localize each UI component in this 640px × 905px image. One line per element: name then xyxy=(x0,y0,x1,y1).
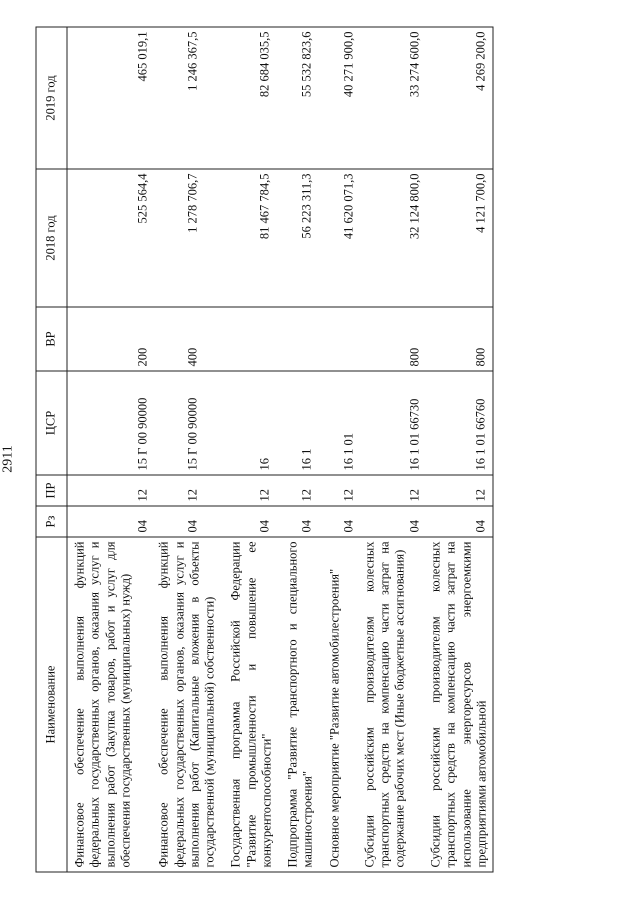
row-pr: 12 xyxy=(359,475,425,506)
budget-table xyxy=(36,27,494,873)
row-name: Субсидии российским производителям колесных транспортных средств на компенсацию части затрат на содержание рабочих мест (Иные бюджетные ассигнования) xyxy=(359,537,425,872)
row-2019: 55 532 823,6 xyxy=(283,27,325,169)
row-2018: 525 564,4 xyxy=(67,169,154,307)
table-row xyxy=(359,27,425,872)
row-rz: 04 xyxy=(226,506,283,537)
table-row xyxy=(226,27,283,872)
page-number-text: 2911 xyxy=(1,445,17,473)
row-name: Государственная программа Российской Федерации "Развитие промышленности и повышение ее конкурентоспособности" xyxy=(226,537,283,872)
table-row xyxy=(154,27,226,872)
table-row xyxy=(283,27,325,872)
row-pr: 12 xyxy=(67,475,154,506)
row-csr: 16 1 01 66760 xyxy=(426,371,494,475)
row-name: Субсидии российским производителям колесных транспортных средств на компенсацию части затрат на использование энергоресурсов энергоемкими предприятиями автомобильной xyxy=(426,537,494,872)
row-pr: 12 xyxy=(324,475,359,506)
row-2019: 1 246 367,5 xyxy=(154,27,226,169)
row-rz: 04 xyxy=(154,506,226,537)
header-pr: ПР xyxy=(36,475,67,506)
header-2018: 2018 год xyxy=(36,169,67,307)
table-row xyxy=(426,27,494,872)
header-vr: ВР xyxy=(36,307,67,371)
row-pr: 12 xyxy=(283,475,325,506)
row-csr: 15 Г 00 90000 xyxy=(154,371,226,475)
row-2019: 33 274 600,0 xyxy=(359,27,425,169)
row-2019: 465 019,1 xyxy=(67,27,154,169)
row-name: Подпрограмма "Развитие транспортного и специального машиностроения" xyxy=(283,537,325,872)
table-header-row xyxy=(36,27,67,872)
row-rz: 04 xyxy=(283,506,325,537)
row-2018: 41 620 071,3 xyxy=(324,169,359,307)
row-rz: 04 xyxy=(324,506,359,537)
row-2018: 32 124 800,0 xyxy=(359,169,425,307)
header-name: Наименование xyxy=(36,537,67,872)
row-vr: 800 xyxy=(426,307,494,371)
row-2018: 1 278 706,7 xyxy=(154,169,226,307)
row-2019: 82 684 035,5 xyxy=(226,27,283,169)
budget-table-container xyxy=(36,28,556,873)
row-name: Финансовое обеспечение выполнения функций федеральных государственных органов, оказания услуг и выполнения работ (Закупка товаров, работ и услуг для обеспечения государственных (муниципальных) нужд) xyxy=(67,537,154,872)
row-vr xyxy=(226,307,283,371)
row-name: Основное мероприятие "Развитие автомобилестроения" xyxy=(324,537,359,872)
row-vr xyxy=(283,307,325,371)
header-2019: 2019 год xyxy=(36,27,67,169)
header-csr: ЦСР xyxy=(36,371,67,475)
row-pr: 12 xyxy=(154,475,226,506)
row-pr: 12 xyxy=(226,475,283,506)
header-rz: Рз xyxy=(36,506,67,537)
row-csr: 15 Г 00 90000 xyxy=(67,371,154,475)
row-vr: 800 xyxy=(359,307,425,371)
row-2018: 4 121 700,0 xyxy=(426,169,494,307)
row-csr: 16 1 01 66730 xyxy=(359,371,425,475)
row-csr: 16 1 01 xyxy=(324,371,359,475)
row-name: Финансовое обеспечение выполнения функций федеральных государственных органов, оказания услуг и выполнения работ (Капитальные вложения в объекты государственной (муниципальной) собственности) xyxy=(154,537,226,872)
row-rz: 04 xyxy=(426,506,494,537)
row-vr: 200 xyxy=(67,307,154,371)
table-row xyxy=(67,27,154,872)
row-csr: 16 1 xyxy=(283,371,325,475)
row-2019: 40 271 900,0 xyxy=(324,27,359,169)
row-2019: 4 269 200,0 xyxy=(426,27,494,169)
row-rz: 04 xyxy=(67,506,154,537)
table-row xyxy=(324,27,359,872)
row-pr: 12 xyxy=(426,475,494,506)
page-number xyxy=(0,444,18,474)
row-csr: 16 xyxy=(226,371,283,475)
row-vr xyxy=(324,307,359,371)
row-rz: 04 xyxy=(359,506,425,537)
row-vr: 400 xyxy=(154,307,226,371)
row-2018: 81 467 784,5 xyxy=(226,169,283,307)
row-2018: 56 223 311,3 xyxy=(283,169,325,307)
